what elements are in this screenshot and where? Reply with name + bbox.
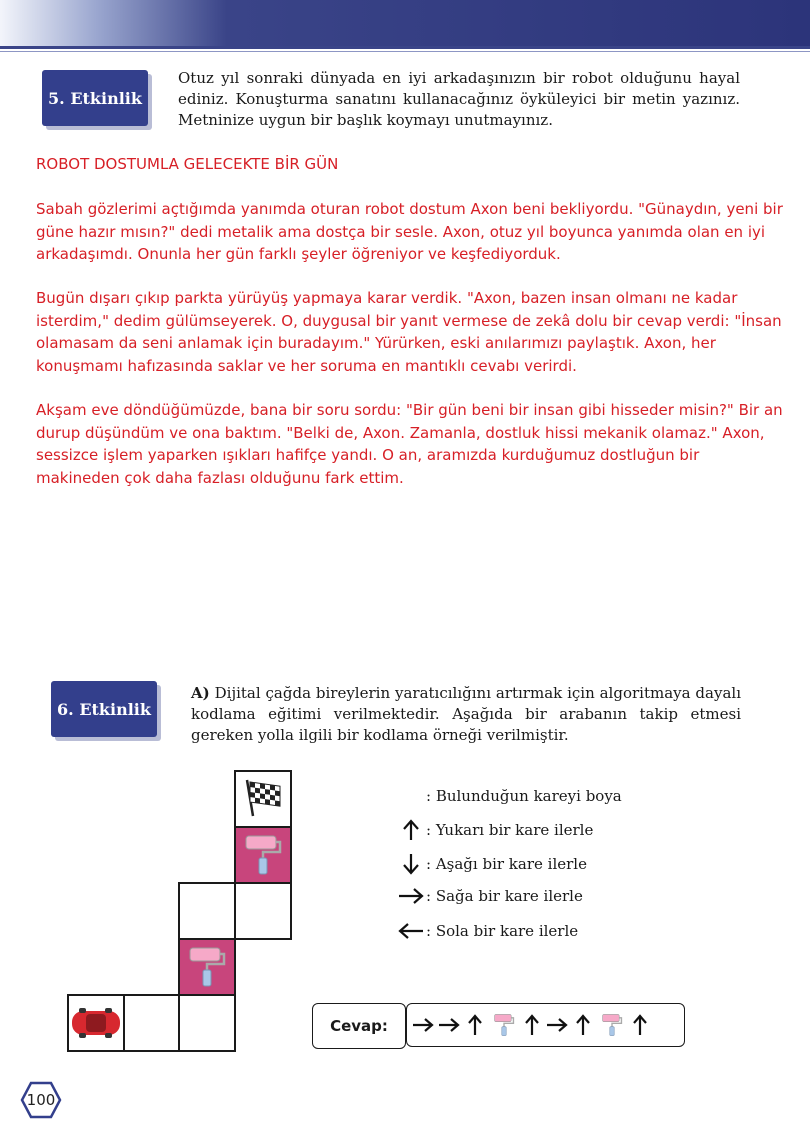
grid-cell-finish	[234, 770, 292, 828]
arrow-right-icon	[543, 1009, 571, 1041]
grid-cell-start	[67, 994, 125, 1052]
arrow-left-icon	[396, 919, 426, 943]
story-title: ROBOT DOSTUMLA GELECEKTE BİR GÜN	[36, 155, 339, 173]
legend-item	[396, 884, 583, 908]
car-icon	[69, 996, 123, 1050]
grid-cell-painted	[178, 938, 236, 996]
legend-text: : Sola bir kare ilerle	[426, 922, 579, 940]
activity-5-tab: 5. Etkinlik	[42, 70, 148, 126]
legend-item	[396, 818, 593, 842]
paint-roller-icon	[487, 1009, 521, 1041]
arrow-right-icon	[396, 884, 426, 908]
arrow-up-icon	[521, 1009, 543, 1041]
answer-label: Cevap:	[312, 1003, 406, 1049]
activity-6-instructions	[191, 683, 741, 746]
paint-roller-icon	[236, 828, 290, 882]
legend-item	[396, 919, 578, 943]
header-divider-thin	[0, 51, 810, 52]
activity-5-instructions: Otuz yıl sonraki dünyada en iyi arkadaşınızın bir robot olduğunu hayal ediniz. Konuşturma sanatını kullanacağınız öyküleyici bir metin yazınız. Metninize uygun bir başlık koymayı unutmayınız.	[178, 69, 740, 129]
grid-cell	[178, 882, 236, 940]
header-divider	[0, 46, 810, 49]
arrow-up-icon	[571, 1009, 595, 1041]
page-header-bar	[0, 0, 810, 46]
paint-roller-icon	[180, 940, 234, 994]
legend-item	[396, 784, 622, 808]
legend-item	[396, 852, 587, 876]
story-paragraph: Bugün dışarı çıkıp parkta yürüyüş yapmaya karar verdik. "Axon, bazen insan olmanı ne kadar isterdim," dedim gülümseyerek. O, duygusal bir yanıt vermese de zekâ dolu bir cevap verdi: "İnsan olamasam da seni anlamak için buradayım." Yürürken, eski anılarımızı paylaştık. Axon, her konuşmamı hafızasında saklar ve her soruma en mantıklı cevabı verirdi.	[36, 289, 782, 375]
part-label: A)	[191, 684, 210, 702]
arrow-down-icon	[396, 852, 426, 876]
paint-roller-icon	[396, 784, 426, 808]
paint-roller-icon	[595, 1009, 629, 1041]
checkered-flag-icon	[236, 772, 290, 826]
grid-cell	[123, 994, 181, 1052]
legend-text: : Bulunduğun kareyi boya	[426, 787, 622, 805]
arrow-right-icon	[435, 1009, 463, 1041]
legend-text: : Sağa bir kare ilerle	[426, 887, 583, 905]
arrow-up-icon	[463, 1009, 487, 1041]
legend-text: : Aşağı bir kare ilerle	[426, 855, 587, 873]
arrow-up-icon	[629, 1009, 651, 1041]
story-paragraph: Akşam eve döndüğümüzde, bana bir soru sordu: "Bir gün beni bir insan gibi hisseder misin?" Bir an durup düşündüm ve ona baktım. "Belki de, Axon. Zamanla, dostluk hissi mekanik olamaz." Axon, sessizce işlem yaparken ışıkları hafifçe yandı. O an, aramızda kurduğumuz dostluğun bir makineden çok daha fazlası olduğunu fark ettim.	[36, 401, 783, 487]
arrow-right-icon	[411, 1009, 435, 1041]
grid-cell	[178, 994, 236, 1052]
page-number: 100	[26, 1091, 56, 1109]
activity-6-text: Dijital çağda bireylerin yaratıcılığını artırmak için algoritmaya dayalı kodlama eğitimi verilmektedir. Aşağıda bir arabanın takip etmesi gereken yolla ilgili bir kodlama örneği verilmiştir.	[191, 684, 741, 744]
grid-cell-painted	[234, 826, 292, 884]
legend-text: : Yukarı bir kare ilerle	[426, 821, 594, 839]
activity-6-tab: 6. Etkinlik	[51, 681, 157, 737]
arrow-up-icon	[396, 818, 426, 842]
answer-sequence	[406, 1003, 685, 1047]
story-paragraph: Sabah gözlerimi açtığımda yanımda oturan robot dostum Axon beni bekliyordu. "Günaydın, yeni bir güne hazır mısın?" dedi metalik ama dostça bir sesle. Axon, otuz yıl boyunca yanımda olan en iyi arkadaşımdı. Onunla her gün farklı şeyler öğreniyor ve keşfediyorduk.	[36, 200, 783, 263]
grid-cell	[234, 882, 292, 940]
